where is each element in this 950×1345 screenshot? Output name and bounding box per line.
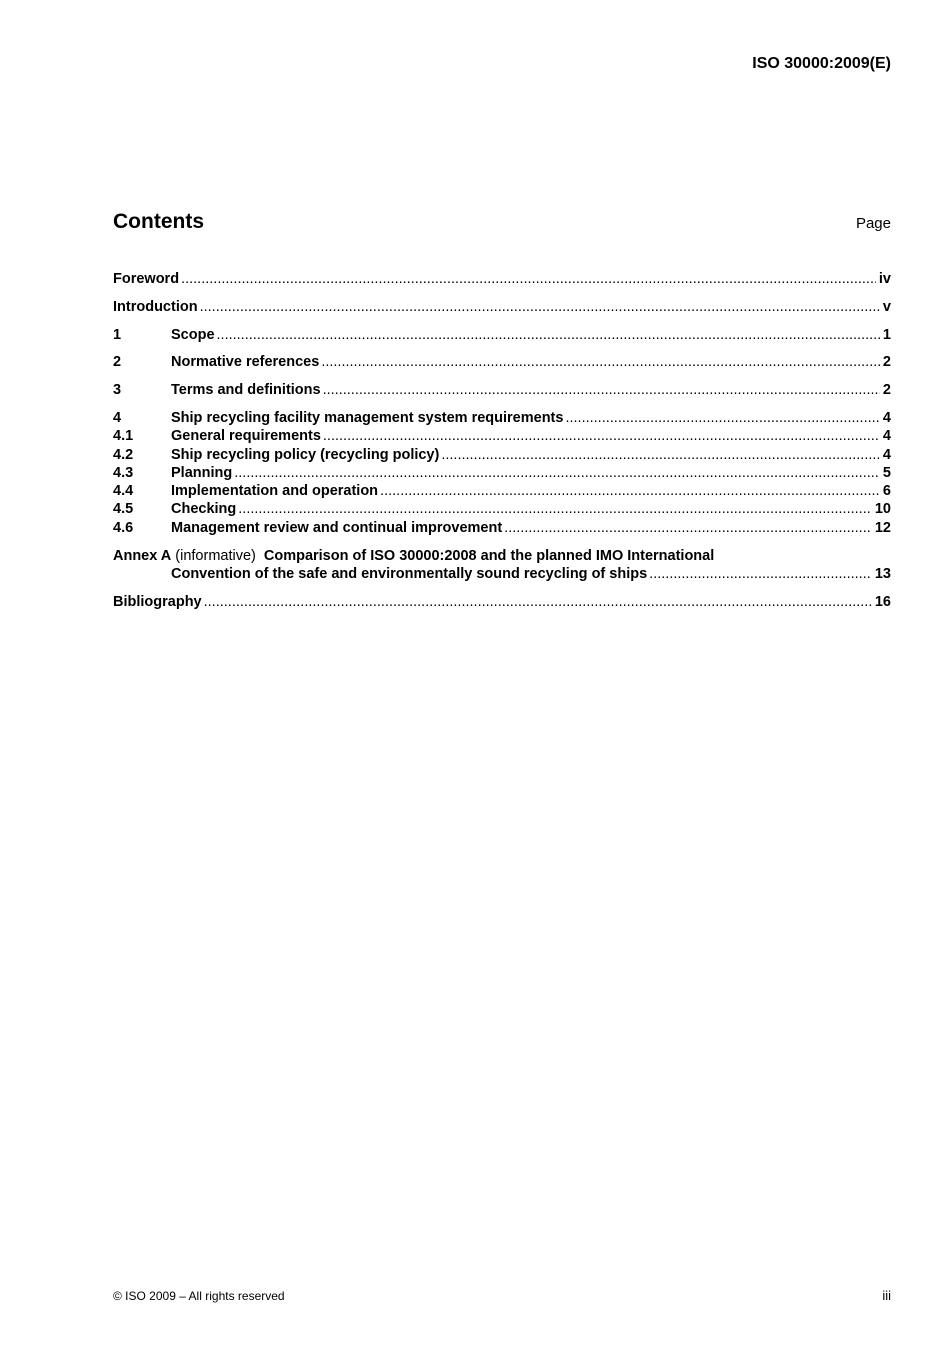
toc-entry-annex-a[interactable] — [113, 547, 891, 565]
leader-dots — [323, 427, 880, 445]
toc-entry-number: 3 — [113, 382, 122, 399]
annex-label: Annex A — [113, 547, 172, 564]
toc-entry-title: Introduction — [113, 298, 198, 315]
leader-dots — [200, 298, 880, 316]
toc-entry-4-1[interactable] — [113, 427, 891, 445]
toc-entry-title: Foreword — [113, 271, 180, 287]
toc-entry-title: Scope — [171, 326, 215, 343]
toc-entry-title: Checking — [171, 501, 237, 518]
toc-entry-title: Management review and continual improvement — [171, 519, 503, 536]
toc-entry-4-3[interactable] — [113, 464, 891, 482]
footer-copyright: © ISO 2009 – All rights reserved — [113, 1289, 285, 1303]
leader-dots — [217, 326, 880, 344]
toc-entry-2[interactable] — [113, 353, 891, 371]
table-of-contents — [113, 270, 891, 611]
toc-entry-page: 4 — [882, 446, 891, 463]
toc-entry-4-4[interactable] — [113, 482, 891, 500]
toc-entry-page: 4 — [882, 409, 891, 426]
toc-entry-bibliography[interactable] — [113, 593, 891, 611]
page-column-label: Page — [855, 215, 891, 232]
leader-dots — [323, 381, 880, 399]
toc-entry-page: 2 — [882, 354, 891, 371]
annex-title-line1: Comparison of ISO 30000:2008 and the planned IMO International — [263, 547, 715, 564]
toc-entry-annex-a-continued[interactable] — [113, 565, 891, 583]
leader-dots — [204, 593, 872, 611]
toc-entry-4-6[interactable] — [113, 519, 891, 537]
leader-dots — [649, 565, 872, 583]
contents-heading — [113, 210, 891, 234]
toc-entry-number: 4.6 — [113, 519, 134, 536]
toc-entry-title: Terms and definitions — [171, 382, 321, 399]
contents-title: Contents — [113, 210, 204, 233]
toc-entry-page: iv — [878, 271, 891, 287]
toc-entry-number: 4.2 — [113, 446, 134, 463]
toc-entry-number: 4.5 — [113, 501, 134, 518]
leader-dots — [234, 464, 880, 482]
toc-entry-1[interactable] — [113, 326, 891, 344]
toc-entry-title: General requirements — [171, 428, 321, 445]
toc-entry-page: 6 — [882, 483, 891, 500]
leader-dots — [181, 270, 876, 288]
toc-entry-number: 4.3 — [113, 464, 134, 481]
toc-entry-3[interactable] — [113, 381, 891, 399]
leader-dots — [441, 446, 880, 464]
toc-entry-introduction[interactable] — [113, 298, 891, 316]
toc-entry-number: 4.1 — [113, 428, 134, 445]
toc-entry-number: 1 — [113, 326, 122, 343]
toc-entry-page: 2 — [882, 382, 891, 399]
toc-entry-page: 10 — [874, 501, 891, 518]
toc-entry-title: Planning — [171, 464, 233, 481]
toc-entry-page: 4 — [882, 428, 891, 445]
toc-entry-page: 16 — [874, 593, 891, 610]
leader-dots — [238, 500, 872, 518]
toc-entry-title: Implementation and operation — [171, 483, 379, 500]
leader-dots — [565, 409, 879, 427]
toc-entry-number: 4.4 — [113, 483, 134, 500]
annex-type: (informative) — [175, 547, 256, 564]
toc-entry-page: 13 — [874, 565, 891, 582]
toc-entry-page: 5 — [882, 464, 891, 481]
toc-entry-4-2[interactable] — [113, 446, 891, 464]
toc-entry-title: Bibliography — [113, 593, 202, 610]
annex-title-line2: Convention of the safe and environmentally sound recycling of ships — [171, 565, 648, 582]
leader-dots — [321, 353, 880, 371]
toc-entry-title: Ship recycling policy (recycling policy) — [171, 446, 440, 463]
toc-entry-4[interactable] — [113, 409, 891, 427]
document-reference: ISO 30000:2009(E) — [752, 55, 891, 72]
toc-entry-title: Ship recycling facility management system requirements — [171, 409, 564, 426]
toc-entry-number: 2 — [113, 354, 122, 371]
leader-dots — [380, 482, 880, 500]
leader-dots — [504, 519, 872, 537]
toc-entry-number: 4 — [113, 409, 122, 426]
toc-entry-page: 1 — [882, 326, 891, 343]
toc-entry-page: v — [882, 298, 891, 315]
toc-entry-foreword[interactable] — [113, 270, 891, 288]
toc-entry-4-5[interactable] — [113, 500, 891, 518]
toc-entry-page: 12 — [874, 519, 891, 536]
toc-entry-title: Normative references — [171, 354, 320, 371]
footer-page-number: iii — [882, 1288, 891, 1303]
